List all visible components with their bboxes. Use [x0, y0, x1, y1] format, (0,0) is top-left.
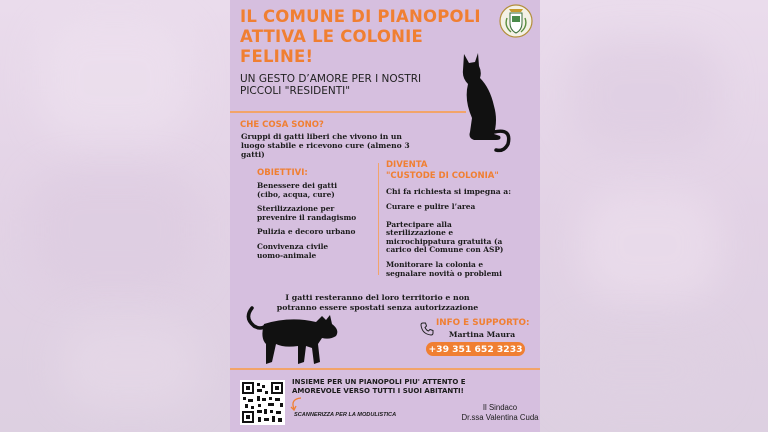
what-text: Gruppi di gatti liberi che vivono in un luogo stabile e ricevono cure (almeno 3 gatti): [241, 132, 410, 160]
divider: [230, 111, 466, 113]
qr-code[interactable]: [240, 380, 285, 425]
blur-shape: [40, 20, 190, 140]
objectives-heading: OBIETTIVI:: [257, 168, 308, 178]
list-item: Partecipare alla sterilizzazione e microchippatura gratuita (a carico del Comune con ASP): [386, 219, 504, 255]
blur-shape: [30, 170, 200, 290]
phone-number-badge[interactable]: +39 351 652 3233: [426, 342, 525, 356]
poster-subtitle: UN GESTO D’AMORE PER I NOSTRI PICCOLI "RESIDENTI": [240, 73, 422, 97]
scan-label: SCANNERIZZA PER LA MODULISTICA: [294, 412, 397, 418]
list-item: Convivenza civile uomo-animale: [257, 241, 329, 260]
background-blur-right: [540, 0, 768, 432]
list-item: Benessere dei gatti (cibo, acqua, cure): [257, 181, 338, 199]
closing-text: INSIEME PER UN PIANOPOLI PIU' ATTENTO E AMOREVOLE VERSO TUTTI I SUOI ABITANTI!: [292, 378, 466, 395]
list-item: Monitorare la colonia e segnalare novità o problemi: [386, 259, 502, 278]
custodian-heading: DIVENTA "CUSTODE DI COLONIA": [386, 160, 499, 181]
contact-name: Martina Maura: [448, 330, 516, 339]
coat-of-arms-icon: [499, 4, 533, 38]
divider: [230, 368, 540, 370]
poster: [230, 0, 540, 432]
blur-shape: [560, 330, 720, 410]
objectives-list: [257, 182, 377, 266]
territory-note: I gatti resteranno del loro territorio e non potranno essere spostati senza autorizzazione: [276, 293, 479, 312]
arrow-icon: [288, 396, 304, 412]
phone-icon: [420, 321, 434, 335]
background-blur-left: [0, 0, 230, 432]
custodian-intro: Chi fa richiesta si impegna a:: [386, 187, 512, 196]
signature: Il Sindaco Dr.ssa Valentina Cuda: [461, 403, 539, 422]
cat-sitting-icon: [458, 48, 518, 154]
list-item: Pulizia e decoro urbano: [257, 227, 356, 237]
custodian-duties-list: [386, 203, 536, 284]
cat-walking-icon: [240, 304, 344, 366]
what-heading: CHE COSA SONO?: [240, 120, 324, 130]
column-divider: [378, 163, 379, 275]
blur-shape: [580, 190, 720, 300]
poster-title: IL COMUNE DI PIANOPOLI ATTIVA LE COLONIE FELINE!: [240, 7, 481, 66]
list-item: Sterilizzazione per prevenire il randagismo: [257, 204, 357, 222]
info-heading: INFO E SUPPORTO:: [436, 318, 530, 328]
list-item: Curare e pulire l’area: [386, 202, 476, 211]
blur-shape: [570, 40, 720, 150]
blur-shape: [60, 320, 200, 410]
